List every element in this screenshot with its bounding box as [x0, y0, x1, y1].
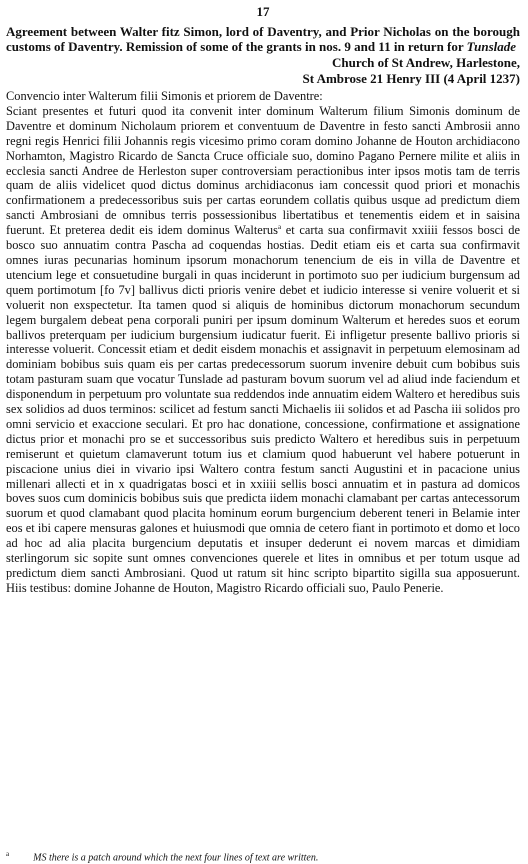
place-date-line-1: Church of St Andrew, Harlestone, — [331, 55, 520, 70]
footnote-text: MS there is a patch around which the next four lines of text are written. — [33, 852, 319, 864]
place-date-line-2: St Ambrose 21 Henry III (4 April 1237) — [302, 71, 520, 86]
charter-body-part-1: Sciant presentes et futuri quod ita convenit inter dominum Walterum filium Simonis dominum de Daventre et dominum Nicholaum priorem et conventuum de Daventre in festo sancti Ambrosii anno regni regis Henrici filii Johannis regis vicesimo primo coram domino Johanne de Houton archidiacono Norhamton, Magistro Ricardo de Sancta Cruce officiale suo, domino Pagano Pernere milite et aliis in ecclesia sancti Andree de Herleston super controversiam peractionibus inter ipsos motis tam de terris quam de aliis videlicet quod dictus dominus archidiaconus iam concessit quod priori et monachis confirmationem a predecessoribus suis per cartas eorundem collatis quibus usque ad predictum diem sancti Ambrosiani de omnibus terris possessionibus libertatibus et tenementis eidem et in saisina fuerunt. Et preterea dedit eis idem dominus Walterus — [6, 103, 520, 238]
page-number: 17 — [256, 4, 270, 19]
heading-italic-place: Tunslade — [466, 39, 517, 54]
footnote — [6, 848, 520, 864]
charter-body-part-2: et carta sua confirmavit xxiiii fessos bosci de bosco suo annuatim contra Pascha ad coquendas hostias. Dedit etiam eis et carta sua confirmavit omnes iuras pecunarias hominum ipsorum monachorum tenencium de eis in villa de Daventre et utencium lege et consuetudine burgali in quas inciderunt in portimoto suo per iudicium burgensum ad quem portimotum [fo 7v] ballivus dicti prioris venire debet et iudicio interesse si venire voluerit et si voluerit non exspectetur. Ita tamen quod si aliquis de hominibus dictorum monachorum secundum legem burgalem debeat pena corporali puniri per ipsum dominum Walterum et heredes suos et eorum ballivos preterquam per iudicium burgensium iudicatur fuerit. Ei infligetur presente ballivo prioris si interesse voluerit. Concessit etiam et dedit eisdem monachis et assignavit in perpetuum elemosinam ad dominiam bobibus suis quam eis per cartas predecessorum suorum invenire debuit cum bobibus suis totam pasturam suam que vocatur Tunslade ad pasturam bovum suorum vel ad aliud inde faciendum et disponendum in perpetuum pro voluntate sua reddendos inde annuatim eidem Waltero et heredibus suis sex solidios ad duos terminos: scilicet ad festum sancti Michaelis iii solidos et ad Pascha iii solidos pro omni servicio et exaccione seculari. Et pro hac donatione, concessione, confirmatione et assignatione dictus prior et monachi pro se et successoribus suis predicto Waltero et heredibus suis in perpetuum remiserunt et quietum clamaverunt totum ius et clamium quod habuerunt vel habere potuerunt in piscacione unius diei in vivario ipsi Waltero contra festum sancti Augustini et in pacacione unius millenari allecti et in x quadrigatas bosci et in xxiiii sellis bosci annuatim et in pastura ad domicos boves suos cum dominicis bobibus suis que predicta iidem monachi clamabant per cartas antecessorum suorum et quod clamabant quod placita hominum eorum burgencium deberent teneri in Belamie inter eos et ibi capere mensuras galones et huiusmodi que omnia de cetero fiant in portimoto et domo et loco ad hoc ad alia placita burgencium deputatis et insuper dederunt ei novem marcas et dimidiam sterlingorum sic sopite sunt omnes convenciones querele et lites in omnibus et per totum usque ad predictum diem sancti Ambrosiani. Quod ut ratum sit hinc scripto bipartito sigilla sua apposuerunt. Hiis testibus: domine Johanne de Houton, Magistro Ricardo officiali suo, Paulo Penerie. — [6, 223, 520, 595]
charter-intro: Convencio inter Walterum filii Simonis et priorem de Daventre: — [6, 89, 323, 103]
charter-text — [6, 89, 520, 596]
footnote-marker: a — [6, 850, 10, 858]
footnote-reference: a — [277, 223, 282, 232]
charter-heading — [6, 24, 520, 54]
heading-text: Agreement between Walter fitz Simon, lord of Daventry, and Prior Nicholas on the borough customs of Daventry. Remission of some of the grants in nos. 9 and 11 in return for — [6, 24, 520, 54]
charter-body — [6, 104, 520, 596]
